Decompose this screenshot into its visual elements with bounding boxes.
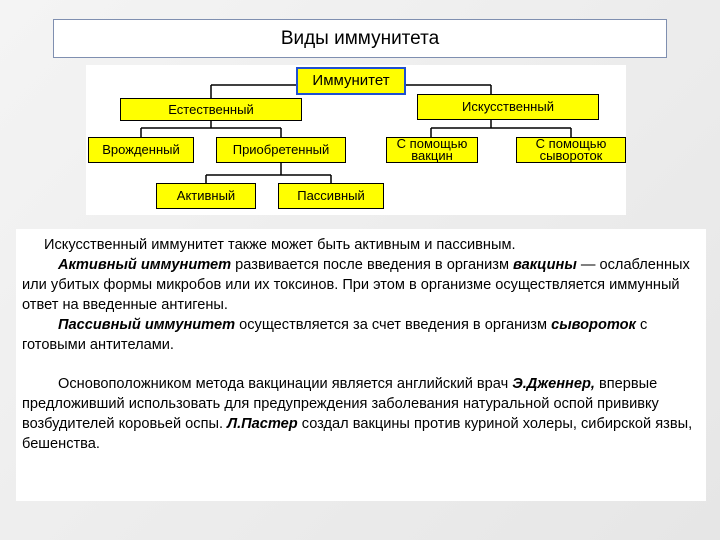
- term-vaccines: вакцины: [513, 257, 577, 273]
- passive-text-a: осуществляется за счет введения в организм: [235, 317, 552, 333]
- term-serums: сывороток: [551, 317, 636, 333]
- name-pasteur: Л.Пастер: [227, 416, 298, 432]
- node-artificial: Искусственный: [417, 94, 599, 120]
- passive-text-b: с готовыми антителами.: [22, 317, 648, 353]
- history-text-a: Основоположником метода вакцинации является английский врач: [58, 376, 513, 392]
- node-active: Активный: [156, 183, 256, 209]
- immunity-diagram: [86, 65, 626, 215]
- name-jenner: Э.Дженнер,: [512, 376, 595, 392]
- text-panel: [16, 229, 706, 501]
- node-passive: Пассивный: [278, 183, 384, 209]
- node-acquired: Приобретенный: [216, 137, 346, 163]
- node-serum: С помощью сывороток: [516, 137, 626, 163]
- history-text-c: создал вакцины против куриной холеры, сибирской язвы, бешенства.: [22, 416, 693, 452]
- active-text-b: — ослабленных или убитых формы микробов или их токсинов. При этом в организме осуществляется иммунный ответ на введенные антигены.: [22, 257, 690, 313]
- node-natural: Естественный: [120, 98, 302, 121]
- node-vaccine: С помощью вакцин: [386, 137, 478, 163]
- active-text-a: развивается после введения в организм: [231, 257, 514, 273]
- slide-title: Виды иммунитета: [53, 19, 667, 58]
- term-active-immunity: Активный иммунитет: [58, 257, 232, 273]
- term-passive-immunity: Пассивный иммунитет: [58, 317, 236, 333]
- intro-text: Искусственный иммунитет также может быть активным и пассивным.: [44, 237, 516, 253]
- paragraph-passive: [22, 315, 700, 355]
- paragraph-history: [22, 374, 700, 454]
- paragraph-intro: [22, 235, 700, 255]
- paragraph-active: [22, 255, 700, 315]
- history-text-b: впервые предложивший использовать для предупреждения заболевания натуральной оспой прививку возбудителей коровьей оспы.: [22, 376, 659, 432]
- node-immunity: Иммунитет: [296, 67, 406, 95]
- node-innate: Врожденный: [88, 137, 194, 163]
